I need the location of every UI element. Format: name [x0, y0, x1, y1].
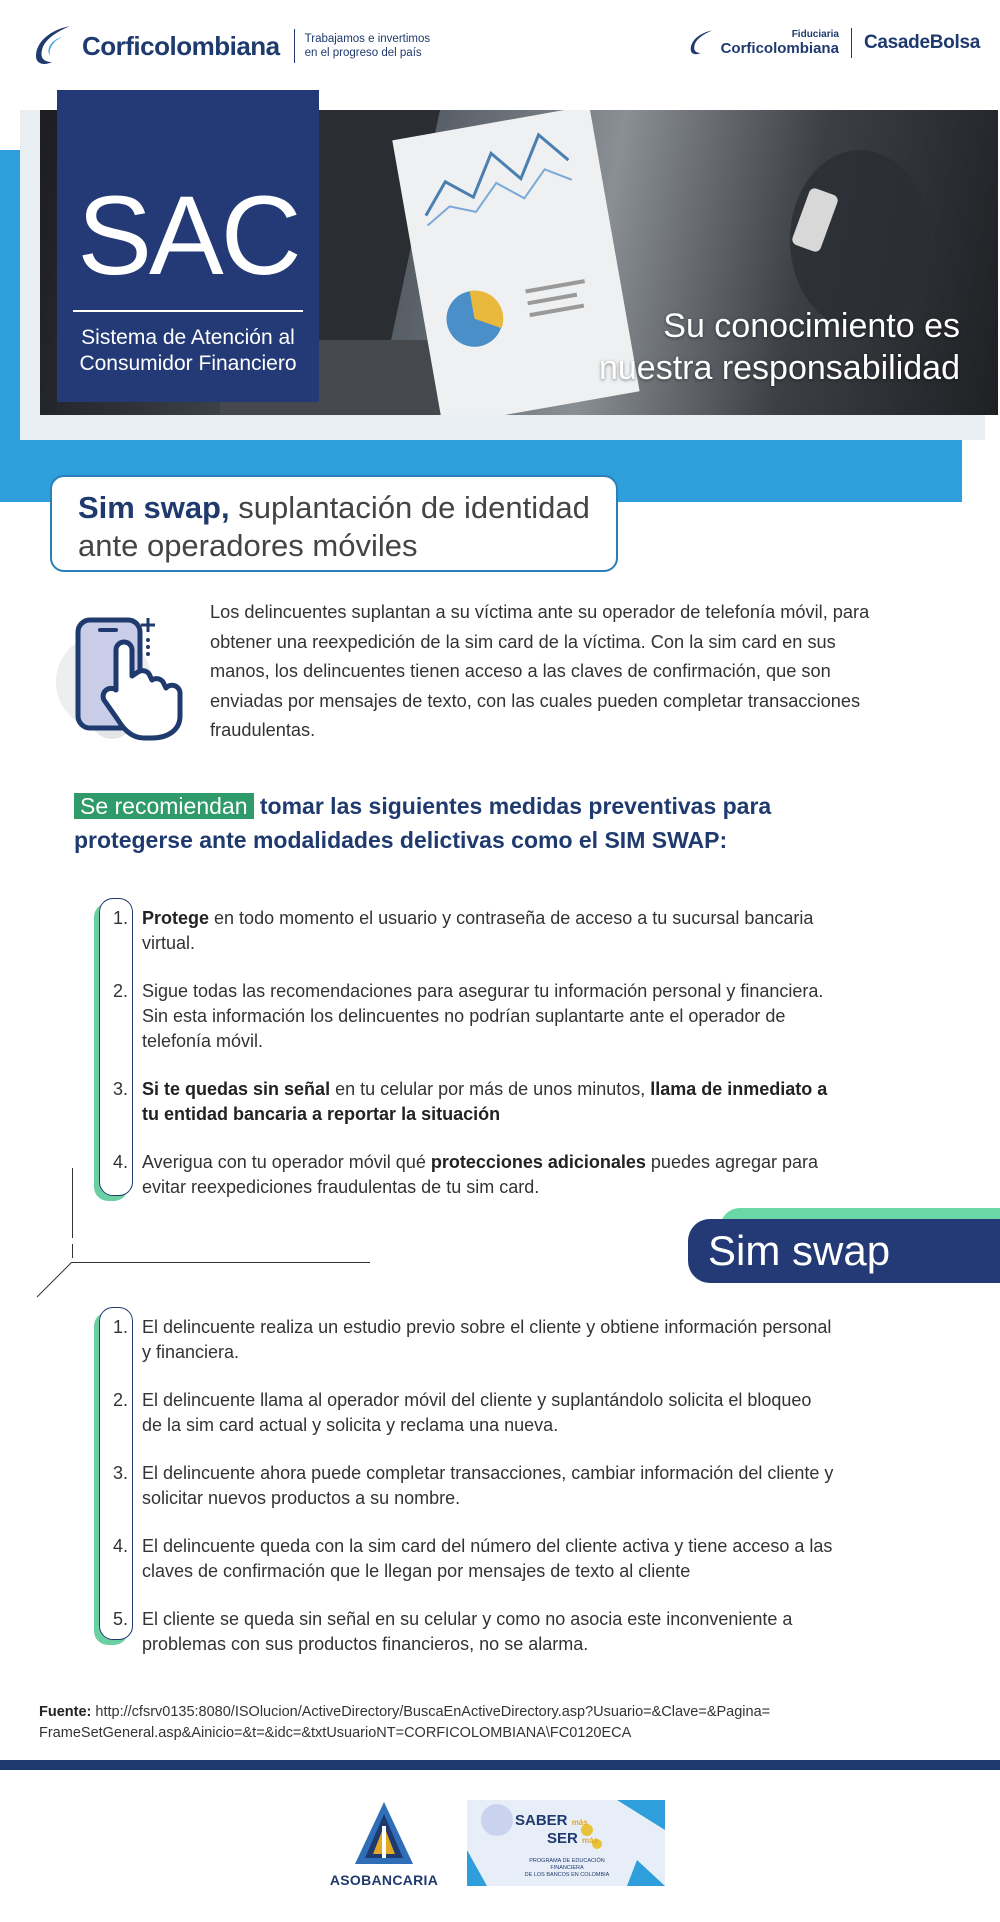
- decorative-line: [72, 1244, 73, 1258]
- decorative-line: [72, 1262, 370, 1263]
- item-text: Si te quedas sin señal en tu celular por más de unos minutos, llama de inmediato a tu entidad bancaria a reportar la situación: [142, 1079, 828, 1124]
- asobancaria-name: ASOBANCARIA: [329, 1872, 439, 1888]
- item-number: 4.: [112, 1536, 128, 1556]
- brand-tagline: [305, 32, 430, 60]
- divider: [73, 310, 303, 312]
- list-item: [104, 979, 844, 1054]
- title-rest-2: ante operadores móviles: [78, 528, 418, 563]
- item-text: Sigue todas las recomendaciones para asegurar tu información personal y financiera. Sin esta información los delincuentes no podrían suplantarte ante el operador de telefonía móvil.: [142, 981, 824, 1051]
- list-item: [104, 1388, 834, 1438]
- title-rest-1: suplantación de identidad: [229, 490, 590, 525]
- hero-slogan: [599, 305, 960, 389]
- item-number: 1.: [112, 908, 128, 928]
- item-text: El delincuente realiza un estudio previo sobre el cliente y obtiene información personal y financiera.: [142, 1317, 832, 1362]
- sac-subtitle: [57, 325, 319, 377]
- article-title: [78, 489, 590, 565]
- saber-mas-ser-mas-logo: [467, 1800, 665, 1886]
- item-number: 3.: [112, 1463, 128, 1483]
- source-url-2: FrameSetGeneral.asp&Ainicio=&t=&idc=&txtUsuarioNT=CORFICOLOMBIANA\FC0120ECA: [39, 1725, 632, 1741]
- divider: [294, 29, 295, 63]
- corficolombiana-logo: [30, 22, 430, 70]
- divider: [851, 28, 852, 58]
- recommend-text-2: protegerse ante modalidades delictivas como el SIM SWAP:: [74, 827, 728, 853]
- ser-word: SER más: [547, 1830, 599, 1847]
- swoosh-icon: [30, 22, 78, 70]
- item-text: Protege en todo momento el usuario y contraseña de acceso a tu sucursal bancaria virtual.: [142, 908, 814, 953]
- footer-band: [0, 1760, 1000, 1770]
- item-text: El delincuente ahora puede completar transacciones, cambiar información del cliente y solicitar nuevos productos a su nombre.: [142, 1463, 834, 1508]
- asobancaria-emblem-icon: [325, 1800, 443, 1872]
- fiduciaria-logo: [687, 28, 839, 58]
- sac-subtitle-line-1: Sistema de Atención al: [81, 326, 295, 349]
- prevention-measures-list: [104, 906, 844, 1223]
- item-text: El delincuente queda con la sim card del número del cliente activa y tiene acceso a las claves de confirmación que le llegan por mensajes de texto al cliente: [142, 1536, 833, 1581]
- item-number: 1.: [112, 1317, 128, 1337]
- item-text: El delincuente llama al operador móvil del cliente y suplantándolo solicita el bloqueo de la sim card actual y solicita y reclama una nueva.: [142, 1390, 812, 1435]
- saber-subtitle: PROGRAMA DE EDUCACIÓN FINANCIERA DE LOS BANCOS EN COLOMBIA: [524, 1858, 610, 1878]
- item-text: Averigua con tu operador móvil qué protecciones adicionales puedes agregar para evitar reexpediciones fraudulentas de tu sim card.: [142, 1152, 819, 1197]
- phone-touch-icon: [52, 612, 200, 742]
- asobancaria-logo: [325, 1800, 443, 1895]
- list-item: [104, 1077, 844, 1127]
- brand-name: Corficolombiana: [82, 30, 280, 61]
- page-header: [0, 0, 1000, 95]
- intro-paragraph: Los delincuentes suplantan a su víctima ante su operador de telefonía móvil, para obtener una reexpedición de la sim card de la víctima. Con la sim card en sus manos, los delincuentes tienen acceso a las claves de confirmación, que son enviadas por mensajes de texto, con las cuales pueden completar transacciones fraudulentas.: [210, 602, 870, 740]
- sac-subtitle-line-2: Consumidor Financiero: [79, 352, 297, 375]
- fiduciaria-label: Fiduciaria: [791, 29, 839, 40]
- item-text: El cliente se queda sin señal en su celular y como no asocia este inconveniente a problemas con sus productos financieros, no se alarma.: [142, 1609, 793, 1654]
- swoosh-icon: [687, 28, 717, 58]
- list-item: [104, 1534, 834, 1584]
- item-number: 3.: [112, 1079, 128, 1099]
- recommend-text-1: tomar las siguientes medidas preventivas para: [253, 793, 772, 819]
- list-item: [104, 906, 844, 956]
- item-number: 5.: [112, 1609, 128, 1629]
- source-note: [39, 1702, 969, 1744]
- saber-word: SABER más: [515, 1812, 588, 1829]
- recommendation-heading: [74, 789, 794, 857]
- source-url-1: http://cfsrv0135:8080/ISOlucion/ActiveDirectory/BuscaEnActiveDirectory.asp?Usuario=&Clave=&Pagina=: [91, 1704, 771, 1720]
- item-number: 4.: [112, 1152, 128, 1172]
- list-item: [104, 1150, 844, 1200]
- sim-swap-badge: [688, 1219, 1000, 1283]
- item-number: 2.: [112, 981, 128, 1001]
- decorative-line: [36, 1262, 74, 1298]
- fiduciaria-brand: Corficolombiana: [720, 40, 839, 57]
- tagline-line-1: Trabajamos e invertimos: [304, 33, 431, 45]
- sim-swap-steps-list: [104, 1315, 834, 1680]
- tagline-line-2: en el progreso del país: [304, 47, 422, 59]
- highlight-label: Se recomiendan: [74, 793, 254, 819]
- list-item: [104, 1461, 834, 1511]
- partner-logos: [687, 28, 980, 58]
- sac-title: SAC: [77, 173, 299, 298]
- article-title-card: [50, 475, 618, 572]
- decorative-line: [72, 1168, 73, 1238]
- list-item: [104, 1315, 834, 1365]
- casa-de-bolsa-logo: CasadeBolsa: [863, 32, 980, 53]
- slogan-line-2: nuestra responsabilidad: [598, 349, 960, 387]
- badge-label: Sim swap: [708, 1227, 891, 1274]
- item-number: 2.: [112, 1390, 128, 1410]
- list-item: [104, 1607, 834, 1657]
- title-emphasis: Sim swap,: [78, 490, 230, 525]
- source-label: Fuente:: [39, 1704, 92, 1720]
- sac-box: [57, 90, 319, 402]
- slogan-line-1: Su conocimiento es: [663, 307, 960, 345]
